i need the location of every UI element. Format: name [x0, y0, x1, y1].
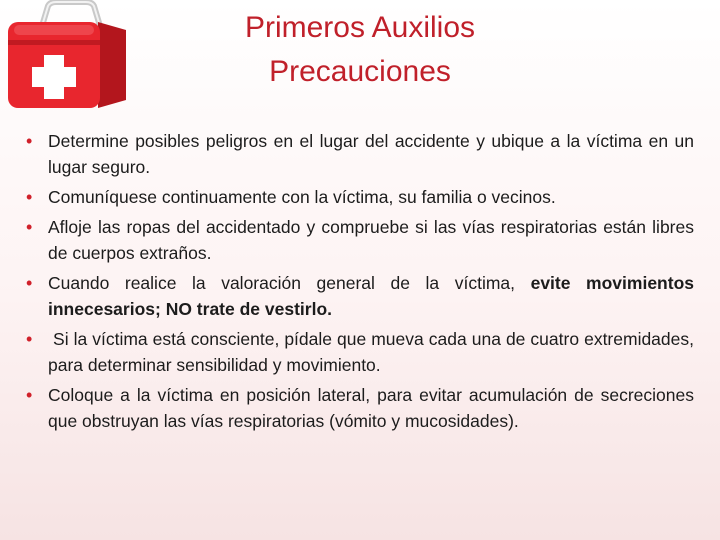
list-item-text: Afloje las ropas del accidentado y compruebe si las vías respiratorias están libres de cuerpos extraños. — [48, 217, 694, 263]
list-item-text: Determine posibles peligros en el lugar del accidente y ubique a la víctima en un lugar seguro. — [48, 131, 694, 177]
bullet-icon: • — [26, 329, 33, 349]
bullet-icon: • — [26, 273, 33, 293]
bullet-icon: • — [26, 217, 33, 237]
first-aid-kit-icon — [2, 0, 134, 112]
bullet-icon: • — [26, 187, 33, 207]
title-line-1: Primeros Auxilios — [244, 11, 476, 44]
list-item-text: Comuníquese continuamente con la víctima, su familia o vecinos. — [48, 187, 556, 207]
list-item — [26, 214, 694, 266]
list-item — [26, 382, 694, 434]
list-item — [26, 184, 694, 210]
bullet-list — [26, 128, 699, 438]
list-item-text: Coloque a la víctima en posición lateral, para evitar acumulación de secreciones que obstruyan las vías respiratorias (vómito y mucosidades). — [48, 385, 694, 431]
list-item — [26, 326, 699, 378]
title-line-2: Precauciones — [269, 55, 451, 88]
list-item-bold-text: evite movimientos innecesarios; NO trate de vestirlo. — [48, 273, 694, 319]
bullet-icon: • — [26, 131, 33, 151]
list-item — [26, 128, 694, 180]
list-item-text: Cuando realice la valoración general de la víctima, — [48, 273, 531, 293]
bullet-icon: • — [26, 385, 33, 405]
list-item — [26, 270, 694, 322]
list-item-text: Si la víctima está consciente, pídale que mueva cada una de cuatro extremidades, para determinar sensibilidad y movimiento. — [48, 329, 699, 375]
page-title — [170, 6, 550, 94]
